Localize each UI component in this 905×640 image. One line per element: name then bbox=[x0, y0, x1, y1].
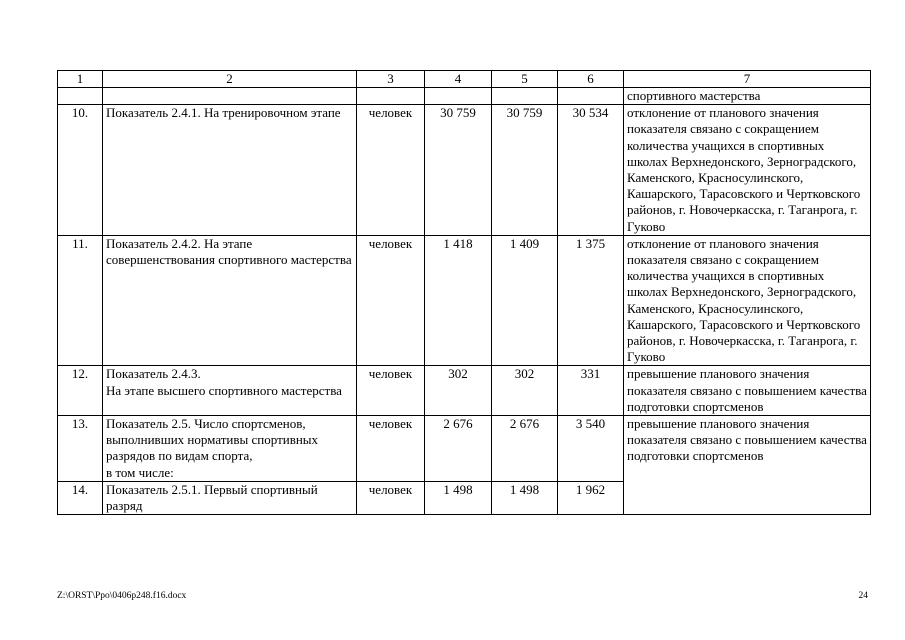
header-col-6: 6 bbox=[558, 71, 624, 88]
indicator-name: Показатель 2.5.1. Первый спортивный разряд bbox=[103, 481, 357, 514]
table-row bbox=[58, 416, 871, 482]
unit: человек bbox=[357, 235, 425, 366]
value-col-6: 331 bbox=[558, 366, 624, 416]
table-row bbox=[58, 105, 871, 236]
table-cell bbox=[558, 88, 624, 105]
continuation-note: спортивного мастерства bbox=[624, 88, 871, 105]
deviation-note: отклонение от планового значения показателя связано с сокращением количества учащихся в спортивных школах Верхнедонского, Зерноградского, Каменского, Красносулинского, Кашарского, Тарасовского и Чертковского районов, г. Новочеркасска, г. Таганрога, г. Гуково bbox=[624, 105, 871, 236]
deviation-note: отклонение от планового значения показателя связано с сокращением количества учащихся в спортивных школах Верхнедонского, Зерноградского, Каменского, Красносулинского, Кашарского, Тарасовского и Чертковского районов, г. Новочеркасска, г. Таганрога, г. Гуково bbox=[624, 235, 871, 366]
table-row bbox=[58, 235, 871, 366]
row-number: 12. bbox=[58, 366, 103, 416]
header-col-7: 7 bbox=[624, 71, 871, 88]
indicator-name: Показатель 2.4.2. На этапе совершенствования спортивного мастерства bbox=[103, 235, 357, 366]
table-row bbox=[58, 366, 871, 416]
deviation-note: превышение планового значения показателя связано с повышением качества подготовки спортсменов bbox=[624, 366, 871, 416]
value-col-6: 30 534 bbox=[558, 105, 624, 236]
table-cell bbox=[357, 88, 425, 105]
footer-file-path: Z:\ORST\Ppo\0406p248.f16.docx bbox=[57, 591, 187, 601]
value-col-6: 1 962 bbox=[558, 481, 624, 514]
value-col-4: 302 bbox=[425, 366, 492, 416]
value-col-4: 1 418 bbox=[425, 235, 492, 366]
header-col-5: 5 bbox=[492, 71, 558, 88]
indicator-name-line: На этапе высшего спортивного мастерства bbox=[106, 382, 342, 398]
table-cell bbox=[425, 88, 492, 105]
header-col-4: 4 bbox=[425, 71, 492, 88]
indicator-name-line: в том числе: bbox=[106, 464, 174, 480]
indicator-name: Показатель 2.4.1. На тренировочном этапе bbox=[103, 105, 357, 236]
table-cell bbox=[58, 88, 103, 105]
value-col-4: 1 498 bbox=[425, 481, 492, 514]
value-col-4: 30 759 bbox=[425, 105, 492, 236]
row-number: 14. bbox=[58, 481, 103, 514]
report-table bbox=[57, 70, 871, 515]
deviation-note: превышение планового значения показателя связано с повышением качества подготовки спортсменов bbox=[624, 416, 871, 515]
indicator-name bbox=[103, 416, 357, 482]
header-row bbox=[58, 71, 871, 88]
value-col-5: 302 bbox=[492, 366, 558, 416]
indicator-name-line: Показатель 2.4.3. bbox=[106, 366, 201, 382]
page-number: 24 bbox=[858, 591, 868, 601]
value-col-6: 3 540 bbox=[558, 416, 624, 482]
unit: человек bbox=[357, 366, 425, 416]
value-col-5: 1 409 bbox=[492, 235, 558, 366]
header-col-3: 3 bbox=[357, 71, 425, 88]
unit: человек bbox=[357, 481, 425, 514]
value-col-6: 1 375 bbox=[558, 235, 624, 366]
row-number: 11. bbox=[58, 235, 103, 366]
unit: человек bbox=[357, 105, 425, 236]
value-col-4: 2 676 bbox=[425, 416, 492, 482]
indicator-name bbox=[103, 366, 357, 416]
table-cell bbox=[103, 88, 357, 105]
continuation-row bbox=[58, 88, 871, 105]
row-number: 10. bbox=[58, 105, 103, 236]
value-col-5: 1 498 bbox=[492, 481, 558, 514]
header-col-2: 2 bbox=[103, 71, 357, 88]
unit: человек bbox=[357, 416, 425, 482]
value-col-5: 2 676 bbox=[492, 416, 558, 482]
indicator-name-line: Показатель 2.5. Число спортсменов, выполнивших нормативы спортивных разрядов по видам спорта, bbox=[106, 416, 319, 464]
header-col-1: 1 bbox=[58, 71, 103, 88]
table-cell bbox=[492, 88, 558, 105]
row-number: 13. bbox=[58, 416, 103, 482]
value-col-5: 30 759 bbox=[492, 105, 558, 236]
